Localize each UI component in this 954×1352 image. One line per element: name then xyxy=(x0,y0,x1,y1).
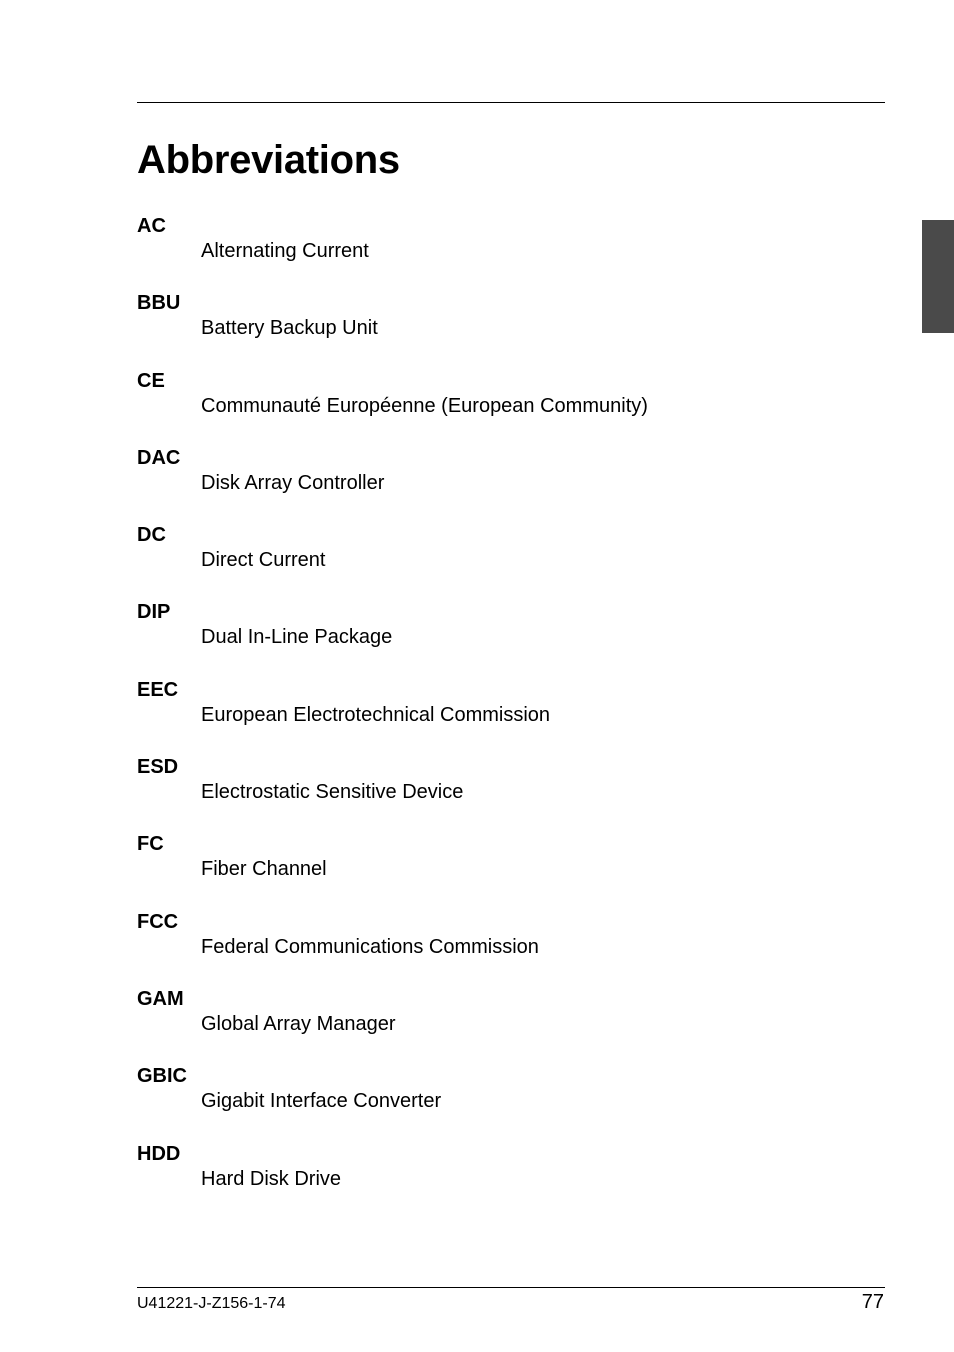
abbreviation-term: GBIC xyxy=(137,1065,187,1088)
chapter-tab-marker xyxy=(922,220,954,333)
abbreviation-term: DC xyxy=(137,524,166,547)
abbreviation-entry xyxy=(137,214,885,291)
abbreviation-definition: European Electrotechnical Commission xyxy=(201,703,551,726)
abbreviation-entry xyxy=(137,1064,885,1141)
abbreviation-term: EEC xyxy=(137,678,179,701)
abbreviation-entry xyxy=(137,291,885,368)
abbreviation-definition: Battery Backup Unit xyxy=(201,317,378,340)
abbreviation-definition: Alternating Current xyxy=(201,240,369,262)
abbreviation-entry xyxy=(137,600,885,677)
abbreviation-term: ESD xyxy=(137,756,179,779)
abbreviation-term: CE xyxy=(137,369,165,392)
abbreviation-term: BBU xyxy=(137,292,181,315)
abbreviation-entry xyxy=(137,446,885,523)
abbreviation-definition: Fiber Channel xyxy=(201,858,327,881)
abbreviation-definition: Communauté Européenne (European Community) xyxy=(201,394,648,417)
abbreviation-definition: Electrostatic Sensitive Device xyxy=(201,781,464,804)
page-title: Abbreviations xyxy=(137,138,400,182)
abbreviation-term: DIP xyxy=(137,601,171,624)
abbreviation-definition: Global Array Manager xyxy=(201,1012,396,1035)
abbreviation-term: DAC xyxy=(137,446,181,469)
abbreviation-definition: Hard Disk Drive xyxy=(201,1167,342,1190)
abbreviation-entry xyxy=(137,832,885,909)
abbreviation-term: AC xyxy=(137,215,166,237)
abbreviation-entry xyxy=(137,1142,885,1219)
document-id: U41221-J-Z156-1-74 xyxy=(137,1295,286,1312)
abbreviation-definition: Federal Communications Commission xyxy=(201,935,539,958)
abbreviation-term: HDD xyxy=(137,1142,181,1165)
abbreviation-list xyxy=(137,214,885,1219)
abbreviation-entry xyxy=(137,910,885,987)
page-number: 77 xyxy=(861,1291,884,1313)
abbreviation-definition: Dual In-Line Package xyxy=(201,626,393,649)
abbreviation-entry xyxy=(137,369,885,446)
abbreviation-definition: Disk Array Controller xyxy=(201,471,385,494)
abbreviation-definition: Gigabit Interface Converter xyxy=(201,1090,442,1113)
abbreviation-entry xyxy=(137,523,885,600)
abbreviation-entry xyxy=(137,987,885,1064)
abbreviation-term: FCC xyxy=(137,910,179,933)
abbreviation-term: FC xyxy=(137,833,164,856)
footer-rule xyxy=(137,1287,885,1288)
abbreviation-entry xyxy=(137,678,885,755)
abbreviation-entry xyxy=(137,755,885,832)
header-rule xyxy=(137,102,885,103)
abbreviation-definition: Direct Current xyxy=(201,549,326,572)
abbreviation-term: GAM xyxy=(137,987,184,1010)
